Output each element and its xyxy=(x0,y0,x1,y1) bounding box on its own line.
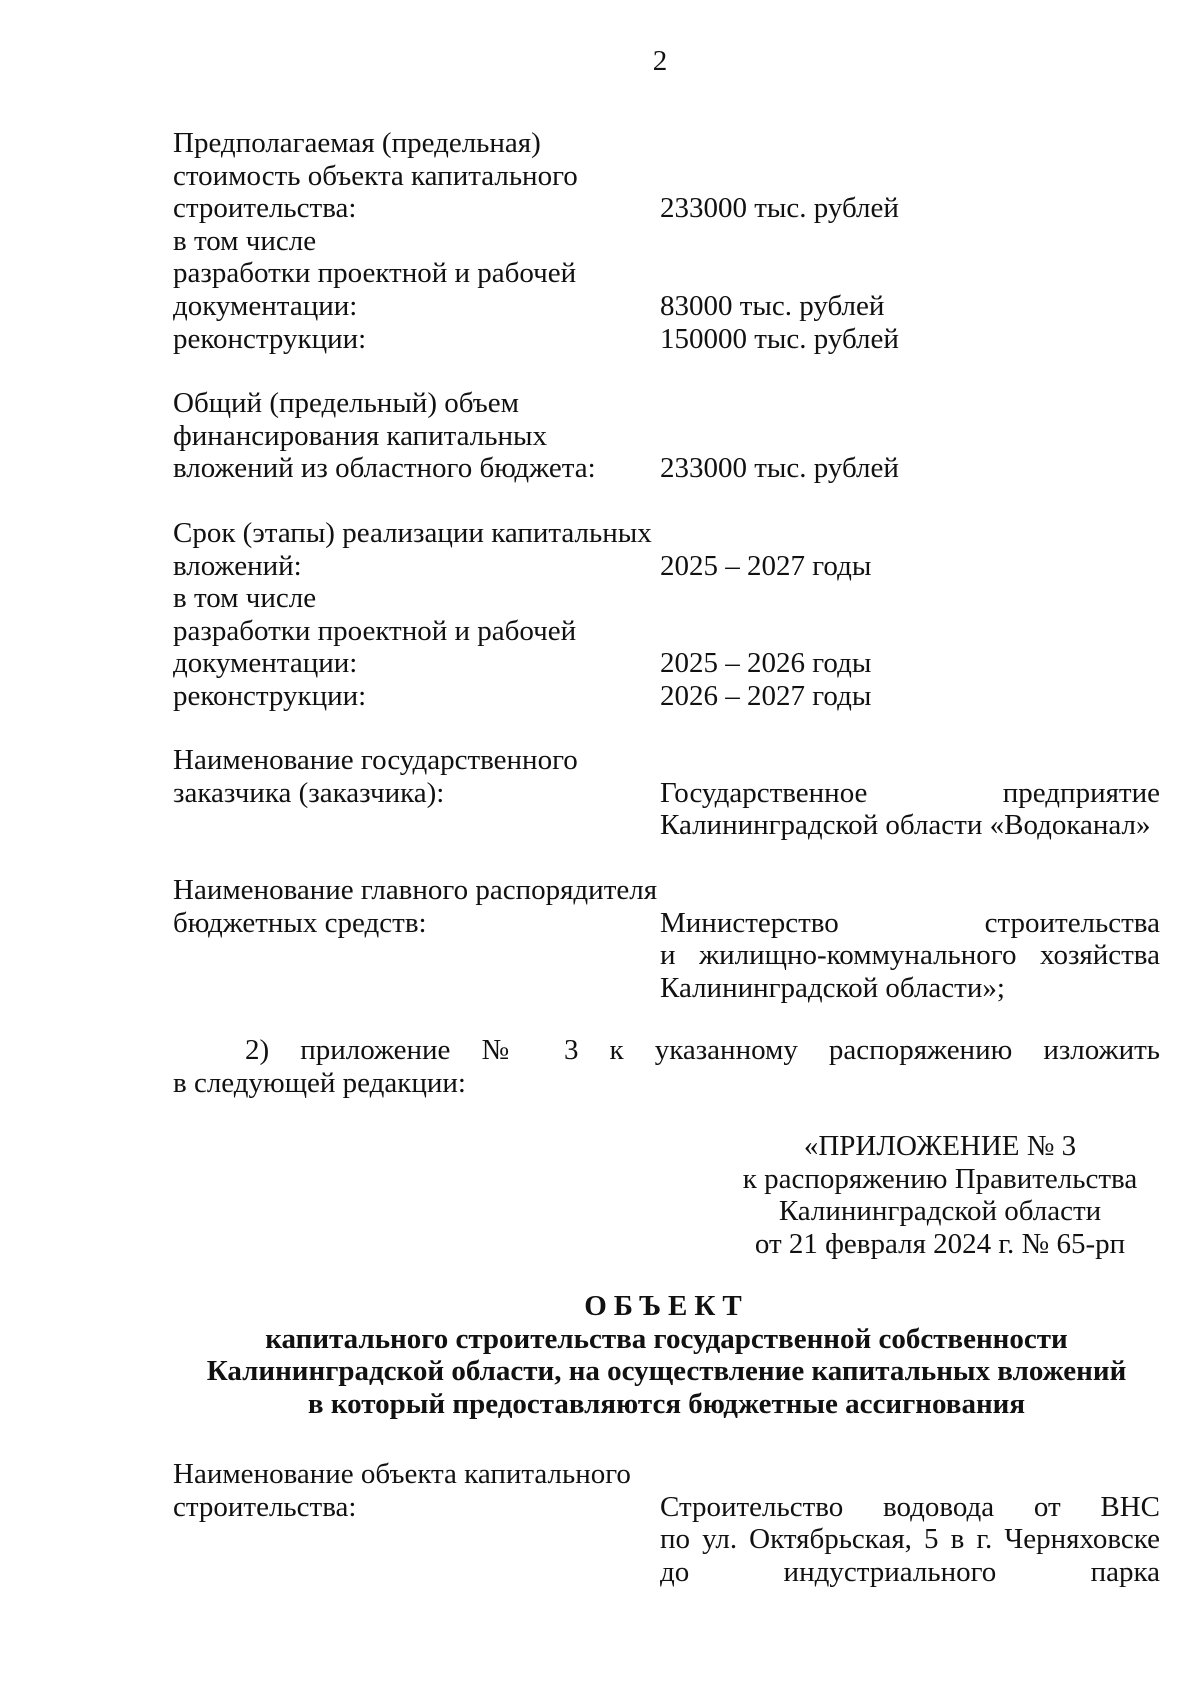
cost-label-line: документации: xyxy=(173,289,358,322)
appendix-line: Калининградской области xyxy=(778,1195,1102,1228)
timeline-label-line: реконструкции: xyxy=(173,679,367,712)
timeline-label-line: в том числе xyxy=(173,582,317,615)
administrator-value-line: Калининградской области»; xyxy=(660,971,1005,1004)
timeline-label-line: вложений: xyxy=(173,549,302,582)
appendix-line: к распоряжению Правительства xyxy=(742,1162,1138,1195)
financing-label-line: Общий (предельный) объем xyxy=(173,387,519,419)
cost-design-value: 83000 тыс. рублей xyxy=(660,289,885,322)
object-heading xyxy=(173,1290,1160,1420)
administrator-label-line: Наименование главного распорядителя xyxy=(173,874,658,906)
financing-value: 233000 тыс. рублей xyxy=(660,452,899,485)
timeline-label-line: Срок (этапы) реализации капитальных xyxy=(173,517,652,549)
customer-label-line: заказчика (заказчика): xyxy=(173,776,445,809)
cost-label-line: в том числе xyxy=(173,224,317,257)
object-value-line: Строительство водовода от ВНС xyxy=(660,1490,1160,1523)
object-value-line: по ул. Октябрьская, 5 в г. Черняховске xyxy=(660,1523,1160,1556)
timeline-design-value: 2025 – 2026 годы xyxy=(660,647,872,680)
cost-label-line: реконструкции: xyxy=(173,322,367,355)
heading-title: ОБЪЕКТ xyxy=(584,1290,749,1322)
financing-label-line: финансирования капитальных xyxy=(173,419,547,452)
cost-label-line: стоимость объекта капитального xyxy=(173,159,578,192)
administrator-label-line: бюджетных средств: xyxy=(173,906,427,939)
customer-value-line: Калининградской области «Водоканал» xyxy=(660,809,1151,842)
timeline-label-line: документации: xyxy=(173,647,358,680)
page-number: 2 xyxy=(652,45,668,77)
timeline-label-line: разработки проектной и рабочей xyxy=(173,614,577,647)
appendix-line: «ПРИЛОЖЕНИЕ № 3 xyxy=(803,1130,1077,1162)
financing-label-line: вложений из областного бюджета: xyxy=(173,452,596,485)
amendment-line: 2) приложение № 3 к указанному распоряжению изложить xyxy=(245,1034,1160,1066)
cost-total-value: 233000 тыс. рублей xyxy=(660,192,899,225)
amendment-paragraph xyxy=(173,1034,1160,1099)
customer-value-line: Государственное предприятие xyxy=(660,776,1160,809)
customer-label-line: Наименование государственного xyxy=(173,744,578,776)
amendment-line: в следующей редакции: xyxy=(173,1066,466,1099)
cost-section xyxy=(173,127,1160,355)
object-section xyxy=(173,1458,1160,1588)
timeline-reconstruction-value: 2026 – 2027 годы xyxy=(660,679,872,712)
customer-section xyxy=(173,744,1160,842)
object-label-line: строительства: xyxy=(173,1490,357,1523)
appendix-reference xyxy=(720,1130,1160,1260)
cost-reconstruction-value: 150000 тыс. рублей xyxy=(660,322,899,355)
object-label-line: Наименование объекта капитального xyxy=(173,1458,631,1490)
cost-label-line: разработки проектной и рабочей xyxy=(173,257,577,290)
heading-line: капитального строительства государственной собственности xyxy=(265,1322,1068,1355)
administrator-value-line: Министерство строительства xyxy=(660,906,1160,939)
heading-line: Калининградской области, на осуществление капитальных вложений xyxy=(206,1355,1127,1388)
administrator-value-line: и жилищно-коммунального хозяйства xyxy=(660,939,1160,972)
timeline-section xyxy=(173,517,1160,713)
timeline-total-value: 2025 – 2027 годы xyxy=(660,549,872,582)
cost-label-line: Предполагаемая (предельная) xyxy=(173,127,541,159)
cost-label-line: строительства: xyxy=(173,192,357,225)
object-value-line: до индустриального парка xyxy=(660,1555,1160,1588)
appendix-line: от 21 февраля 2024 г. № 65-рп xyxy=(754,1227,1126,1260)
administrator-section xyxy=(173,874,1160,1004)
financing-section xyxy=(173,387,1160,485)
heading-line: в который предоставляются бюджетные ассигнования xyxy=(307,1387,1026,1420)
